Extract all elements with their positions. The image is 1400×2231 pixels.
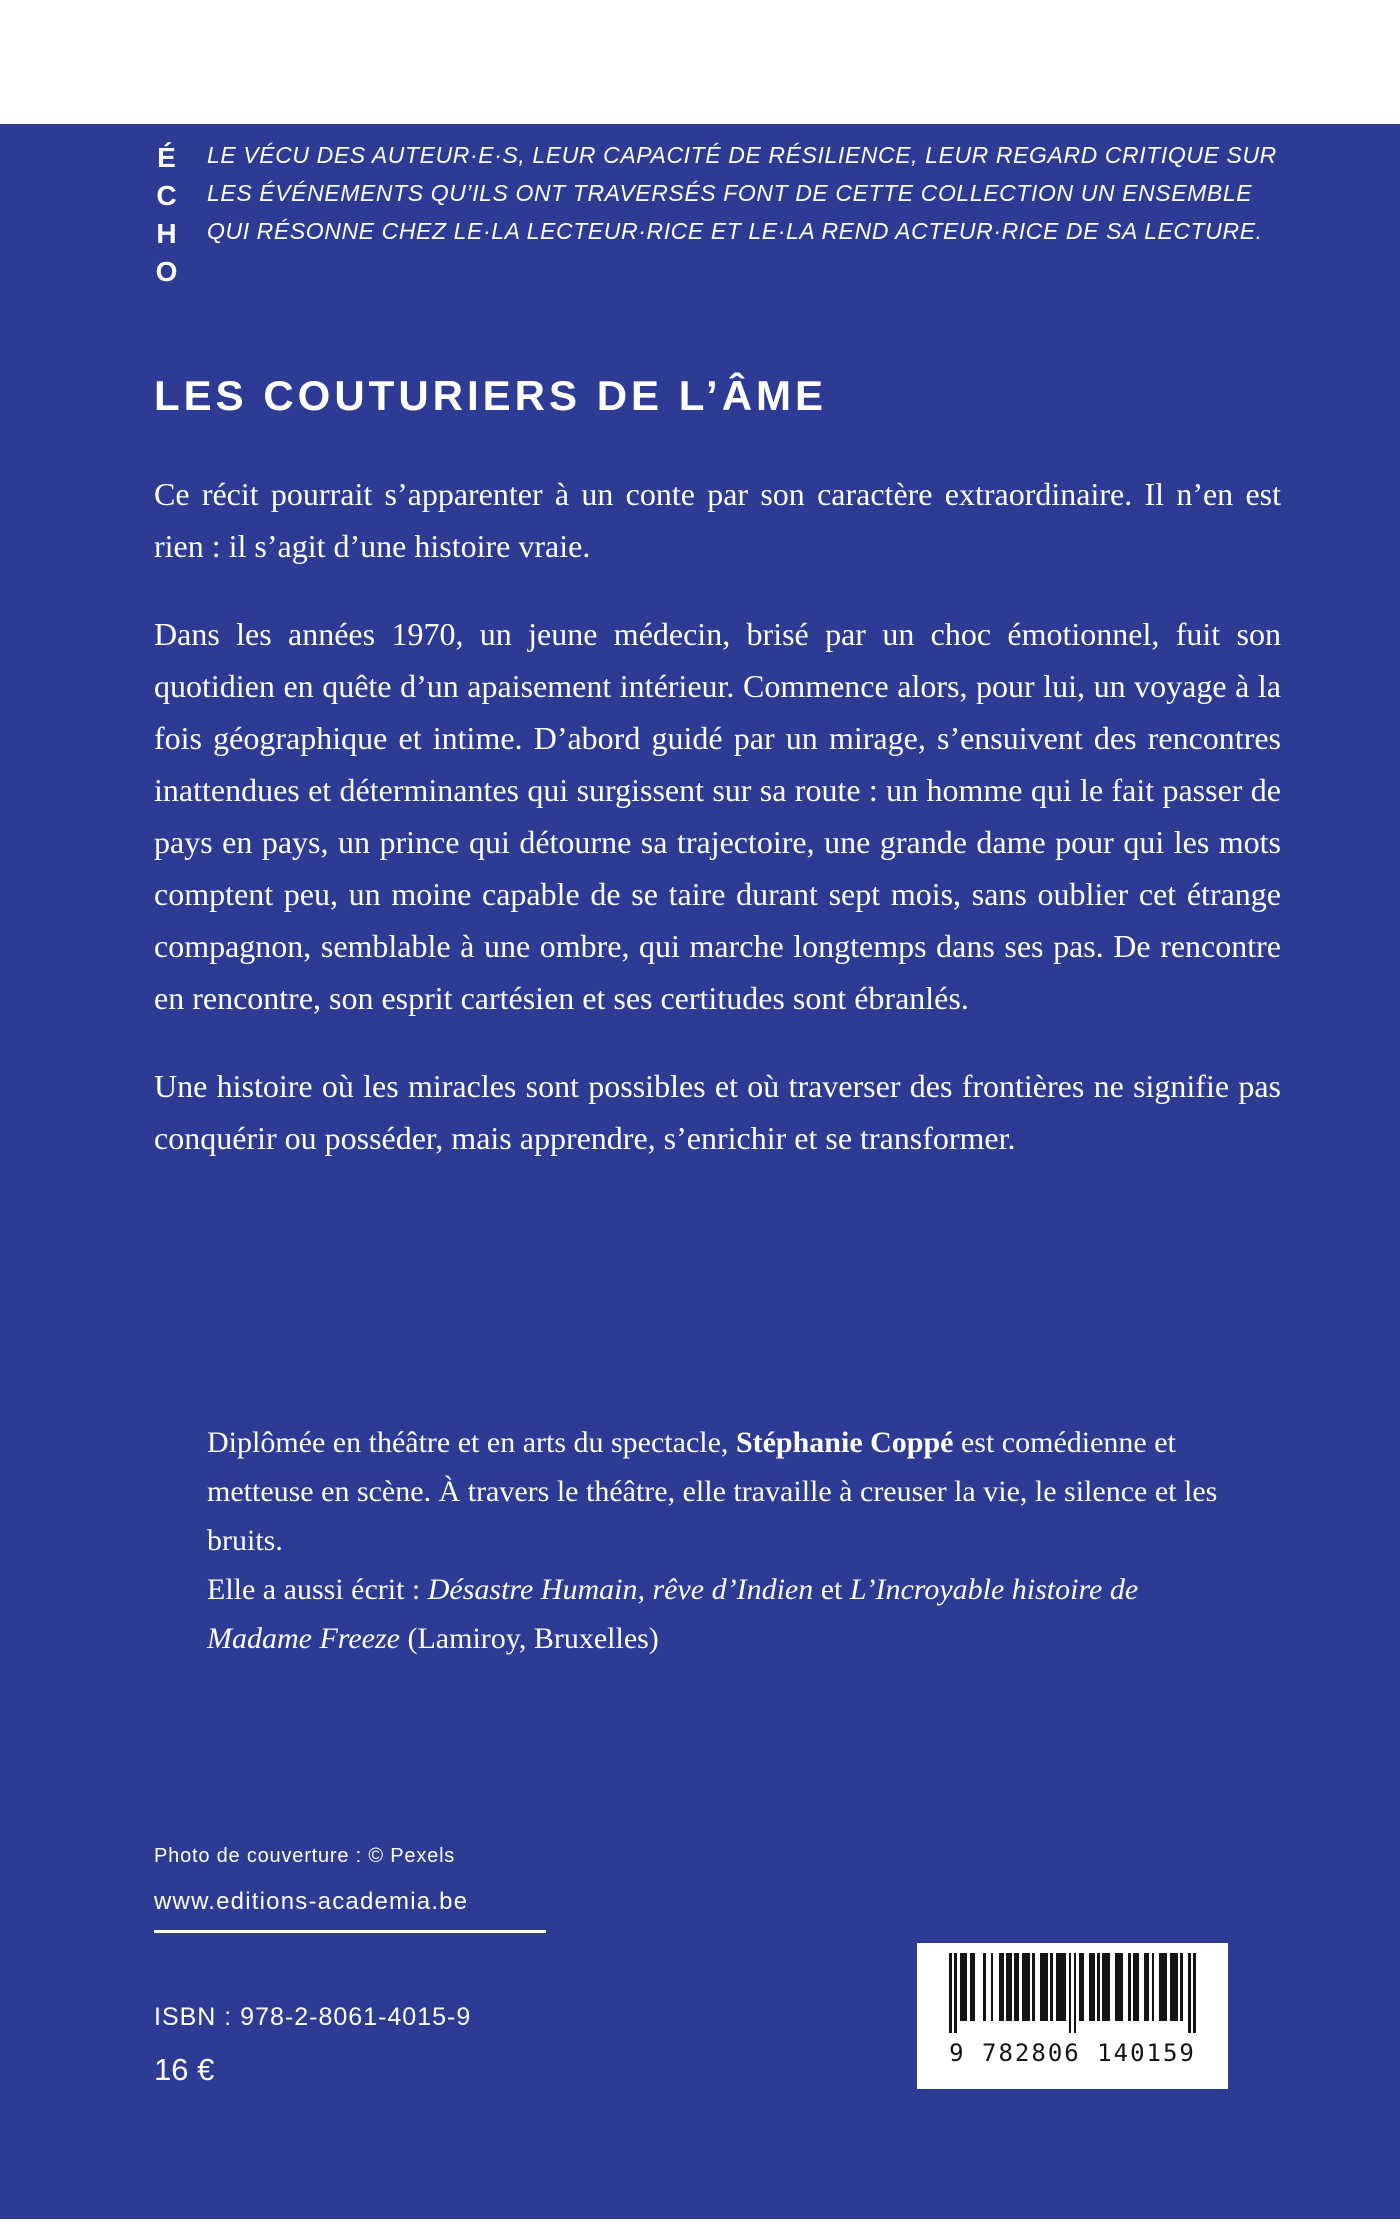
work-title-2: L’Incroyable histoire de Madame Freeze — [207, 1573, 1139, 1655]
barcode-bars — [949, 1953, 1195, 2035]
top-margin-strip — [0, 0, 1400, 124]
synopsis — [154, 468, 1281, 1200]
isbn: ISBN : 978-2-8061-4015-9 — [154, 2003, 472, 2031]
bio-also-wrote: Elle a aussi écrit : — [207, 1573, 428, 1606]
price: 16 € — [154, 2052, 215, 2087]
synopsis-paragraph-1: Ce récit pourrait s’apparenter à un conte par son caractère extraordinaire. Il n’en est rien : il s’agit d’une histoire vraie. — [154, 476, 1281, 564]
author-bio — [207, 1418, 1247, 1663]
collection-blurb: LE VÉCU DES AUTEUR·E·S, LEUR CAPACITÉ DE RÉSILIENCE, LEUR REGARD CRITIQUE SUR LES ÉVÉNEMENTS QU’ILS ONT TRAVERSÉS FONT DE CETTE COLLECTION UN ENSEMBLE QUI RÉSONNE CHEZ LE·LA LECTEUR·RICE ET LE·LA REND ACTEUR·RICE DE SA LECTURE. — [207, 142, 1277, 244]
collection-name: ÉCHO — [151, 142, 182, 294]
bottom-margin-strip — [0, 2219, 1400, 2231]
synopsis-paragraph-2: Dans les années 1970, un jeune médecin, brisé par un choc émotionnel, fuit son quotidien en quête d’un apaisement intérieur. Commence alors, pour lui, un voyage à la fois géographique et intime. D’abord guidé par un mirage, s’ensuivent des rencontres inattendues et déterminantes qui surgissent sur sa route : un homme qui le fait passer de pays en pays, un prince qui détourne sa trajectoire, une grande dame pour qui les mots comptent peu, un moine capable de se taire durant sept mois, sans oublier cet étrange compagnon, semblable à une ombre, qui marche longtemps dans ses pas. De rencontre en rencontre, son esprit cartésien et ses certitudes sont ébranlés. — [154, 616, 1281, 1016]
bio-conjunction: et — [813, 1573, 850, 1606]
author-bio-paragraph-1 — [207, 1418, 1247, 1565]
author-bio-paragraph-2 — [207, 1565, 1247, 1663]
work-title-1: Désastre Humain, rêve d’Indien — [427, 1573, 814, 1606]
barcode — [917, 1943, 1228, 2089]
bio-intro: Diplômée en théâtre et en arts du spectacle, — [207, 1426, 736, 1459]
synopsis-paragraph-3: Une histoire où les miracles sont possibles et où traverser des frontières ne signifie pas conquérir ou posséder, mais apprendre, s’enrichir et se transformer. — [154, 1068, 1281, 1156]
author-name: Stéphanie Coppé — [735, 1426, 954, 1459]
publisher-website: www.editions-academia.be — [154, 1888, 546, 1933]
photo-credit: Photo de couverture : © Pexels — [154, 1845, 456, 1867]
publisher-note: (Lamiroy, Bruxelles) — [399, 1622, 659, 1655]
bio-rest: est comédienne et metteuse en scène. À travers le théâtre, elle travaille à creuser la vie, le silence et les bruits. — [207, 1426, 1218, 1557]
book-title: LES COUTURIERS DE L’ÂME — [154, 372, 828, 419]
barcode-number: 9 782806 140159 — [949, 2039, 1196, 2067]
